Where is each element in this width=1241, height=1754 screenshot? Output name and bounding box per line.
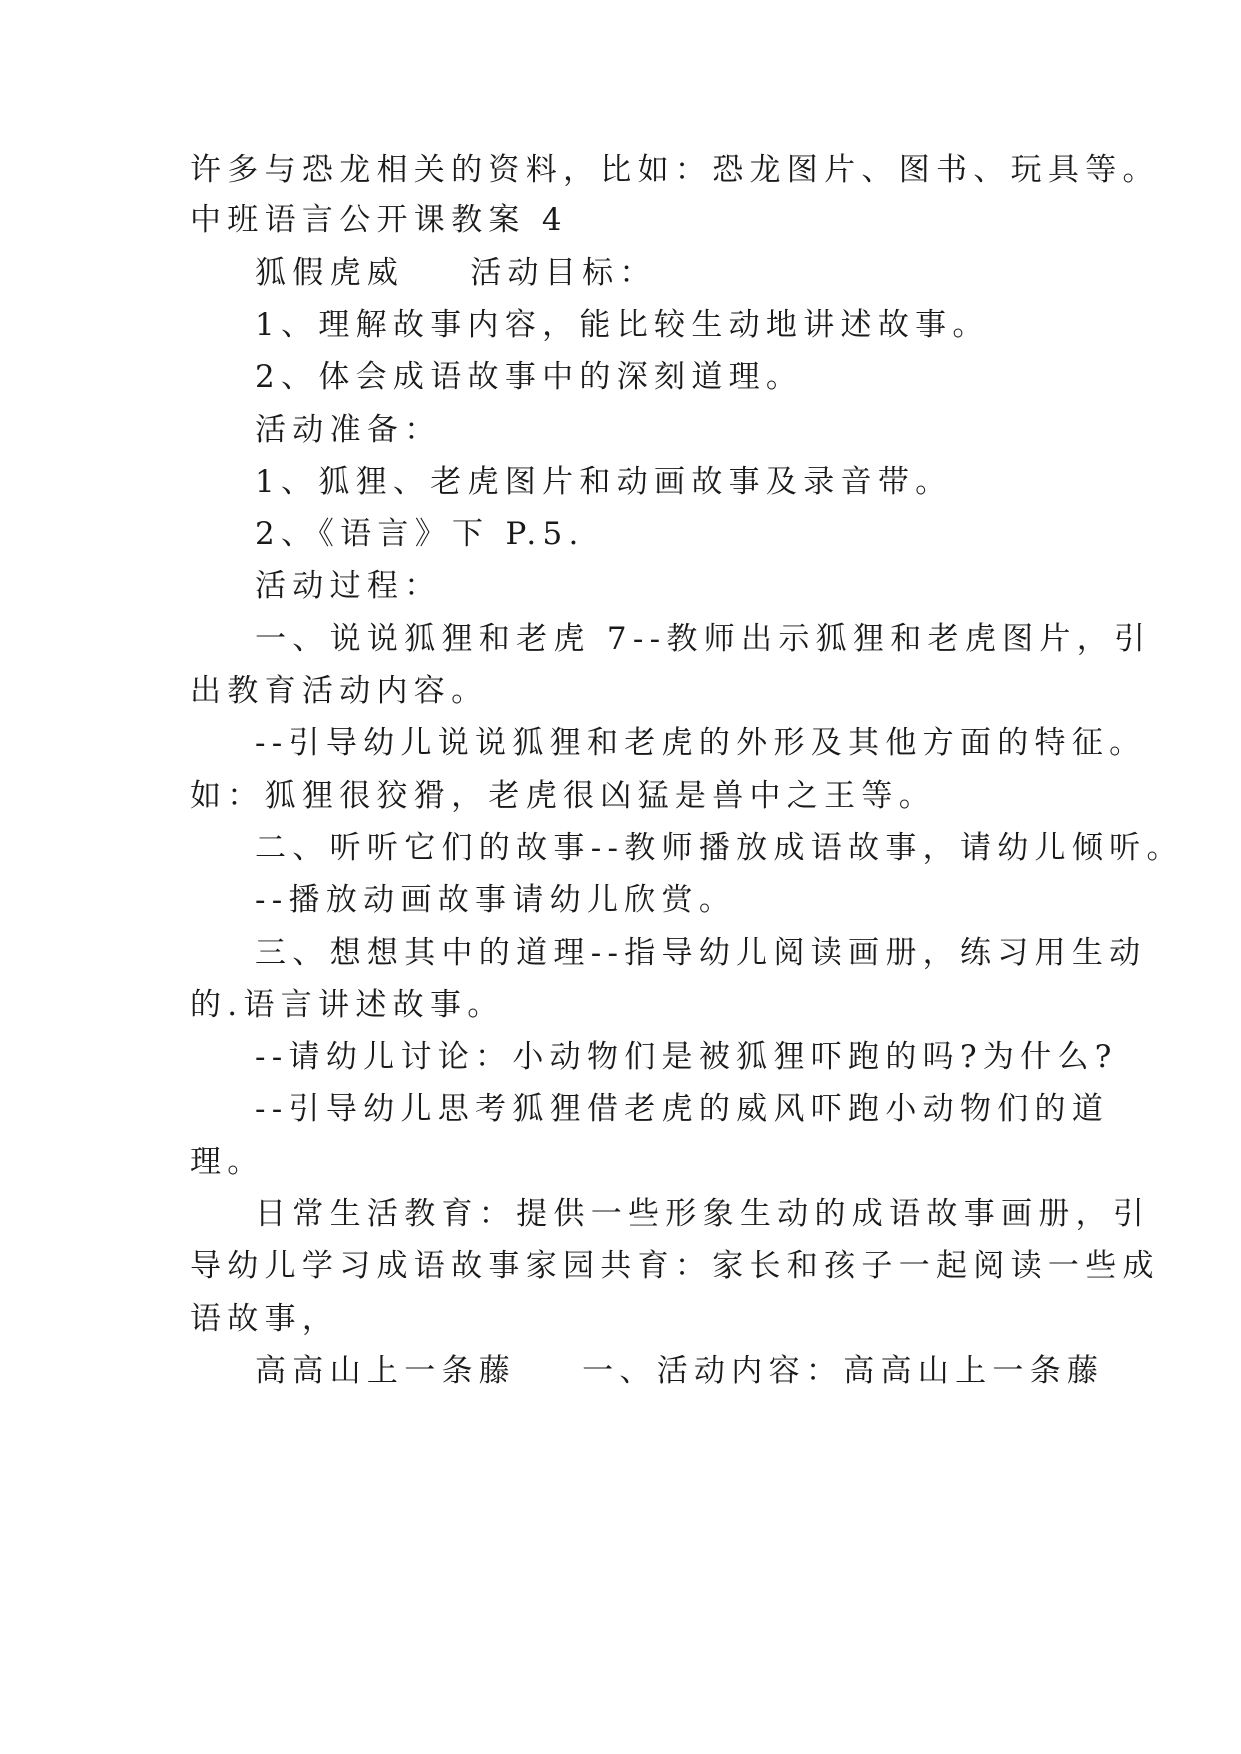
subheading: 活动准备： <box>255 412 442 448</box>
lesson-title: 高高山上一条藤 <box>255 1353 517 1389</box>
text-line <box>255 253 1075 293</box>
text-line: 导幼儿学习成语故事家园共育：家长和孩子一起阅读一些成 <box>190 1248 1160 1284</box>
text-line: 如：狐狸很狡猾，老虎很凶猛是兽中之王等。 <box>190 778 936 814</box>
lesson-title: 狐假虎威 <box>255 255 405 291</box>
text-line: 二、听听它们的故事--教师播放成语故事，请幼儿倾听。 <box>255 830 1184 866</box>
section-heading: 中班语言公开课教案 4 <box>190 202 568 238</box>
text-line: 日常生活教育：提供一些形象生动的成语故事画册，引 <box>255 1196 1151 1232</box>
text-line: --请幼儿讨论：小动物们是被狐狸吓跑的吗?为什么? <box>255 1039 1118 1075</box>
subheading: 活动目标： <box>470 255 657 291</box>
text-line: 许多与恐龙相关的资料，比如：恐龙图片、图书、玩具等。 <box>190 152 1160 188</box>
text-line: 2、《语言》下 P.5. <box>255 516 585 552</box>
text-line: 三、想想其中的道理--指导幼儿阅读画册，练习用生动 <box>255 935 1147 971</box>
text-line: --引导幼儿思考狐狸借老虎的威风吓跑小动物们的道 <box>255 1091 1110 1127</box>
text-line: 1、理解故事内容，能比较生动地讲述故事。 <box>255 307 990 343</box>
text-line: 1、狐狸、老虎图片和动画故事及录音带。 <box>255 464 953 500</box>
text-line: 2、体会成语故事中的深刻道理。 <box>255 359 804 395</box>
text-line: 理。 <box>190 1144 265 1180</box>
activity-content: 一、活动内容：高高山上一条藤 <box>582 1353 1105 1389</box>
text-line: --引导幼儿说说狐狸和老虎的外形及其他方面的特征。 <box>255 725 1147 761</box>
text-line: --播放动画故事请幼儿欣赏。 <box>255 882 737 918</box>
text-line: 的.语言讲述故事。 <box>190 987 505 1023</box>
text-line <box>255 1351 1105 1391</box>
text-line: 语故事， <box>190 1301 340 1337</box>
text-line: 一、说说狐狸和老虎 7--教师出示狐狸和老虎图片，引 <box>255 621 1152 657</box>
subheading: 活动过程： <box>255 568 442 604</box>
text-line: 出教育活动内容。 <box>190 673 489 709</box>
